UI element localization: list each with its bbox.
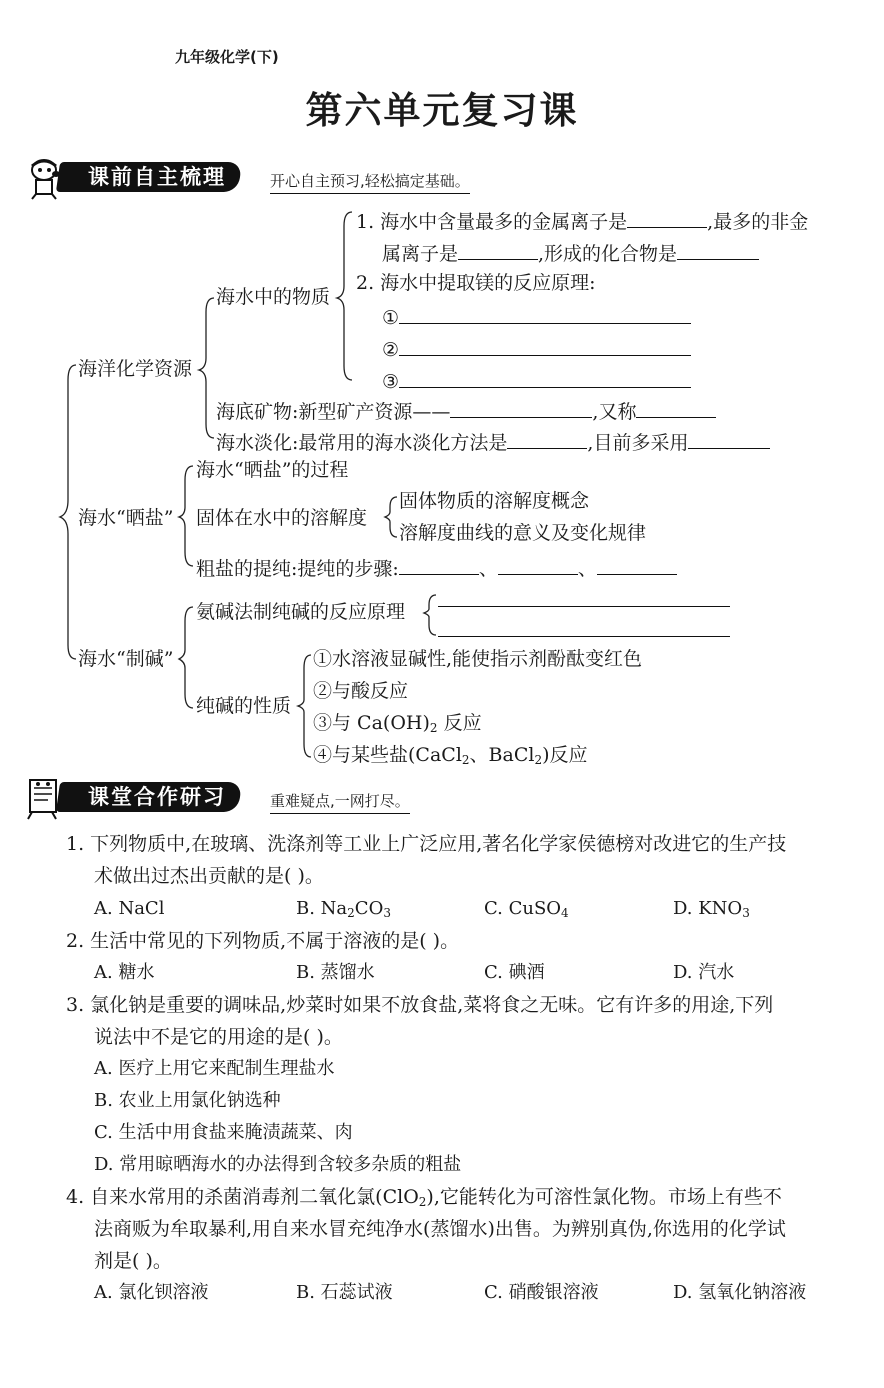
question-4-line-2: 法商贩为牟取暴利,用自来水冒充纯净水(蒸馏水)出售。为辨别真伪,你选用的化学试	[94, 1218, 786, 1240]
page-title: 第六单元复习课	[305, 89, 579, 132]
node-desalination: 海水淡化:最常用的海水淡化方法是 ,目前多采用	[216, 431, 770, 453]
question-2-option-a[interactable]: A. 糖水	[94, 962, 155, 983]
item-prop-3: ③与 $Ca(OH)_2$ 反应	[313, 712, 482, 735]
item-reaction-1: ①	[382, 306, 691, 328]
item-prop-4: ④与某些盐(CaCl$_2$、BaCl$_2$)反应	[313, 744, 588, 767]
section-label: 课堂合作研习	[56, 782, 242, 812]
question-1-option-b[interactable]: B. $Na_2CO_3$	[296, 898, 391, 920]
section-banner-classwork	[22, 776, 522, 818]
question-1-line-2: 术做出过杰出贡献的是( )。	[94, 865, 324, 887]
node-soda-making: 海水“制碱”	[78, 648, 174, 670]
question-3-option-d[interactable]: D. 常用晾晒海水的办法得到含较多杂质的粗盐	[94, 1154, 462, 1175]
blank-reaction-a	[438, 592, 730, 607]
node-seabed-minerals: 海底矿物:新型矿产资源—— ,又称	[216, 400, 716, 422]
question-1-option-a[interactable]: A. NaCl	[94, 898, 165, 919]
grade-label: 九年级化学(下)	[175, 48, 279, 66]
question-2-option-c[interactable]: C. 碘酒	[484, 962, 545, 983]
question-3-option-a[interactable]: A. 医疗上用它来配制生理盐水	[94, 1058, 335, 1079]
question-4-option-d[interactable]: D. 氢氧化钠溶液	[673, 1282, 807, 1303]
item-nonmetal-ion: 属离子是 ,形成的化合物是	[382, 242, 759, 264]
question-4-option-a[interactable]: A. 氯化钡溶液	[94, 1282, 209, 1303]
item-solubility-curve: 溶解度曲线的意义及变化规律	[399, 522, 647, 544]
item-prop-1: ①水溶液显碱性,能使指示剂酚酞变红色	[313, 648, 643, 670]
question-3-line-1: 3. 氯化钠是重要的调味品,炒菜时如果不放食盐,菜将食之无味。它有许多的用途,下列	[66, 994, 774, 1016]
node-ocean-resources: 海洋化学资源	[78, 358, 193, 380]
node-salt-process: 海水“晒盐”的过程	[196, 459, 349, 481]
node-salt-purification: 粗盐的提纯:提纯的步骤: 、 、	[196, 557, 677, 579]
question-4-option-b[interactable]: B. 石蕊试液	[296, 1282, 393, 1303]
section-note: 重难疑点,一网打尽。	[270, 790, 410, 814]
question-3-option-b[interactable]: B. 农业上用氯化钠选种	[94, 1090, 281, 1111]
item-metal-ion: 1. 海水中含量最多的金属离子是 ,最多的非金	[356, 211, 809, 234]
question-3-line-2: 说法中不是它的用途的是( )。	[94, 1026, 343, 1048]
blank-reaction-b	[438, 622, 730, 637]
item-magnesium: 2. 海水中提取镁的反应原理:	[356, 272, 596, 294]
item-reaction-2: ②	[382, 338, 691, 360]
item-reaction-3: ③	[382, 370, 691, 392]
section-note: 开心自主预习,轻松搞定基础。	[270, 170, 470, 194]
question-4-option-c[interactable]: C. 硝酸银溶液	[484, 1282, 599, 1303]
node-ammonia-soda: 氨碱法制纯碱的反应原理	[196, 601, 406, 623]
question-2-line-1: 2. 生活中常见的下列物质,不属于溶液的是( )。	[66, 930, 460, 952]
node-salt-drying: 海水“晒盐”	[78, 507, 174, 529]
question-2-option-b[interactable]: B. 蒸馏水	[296, 962, 375, 983]
question-1-option-d[interactable]: D. $KNO_3$	[673, 898, 750, 920]
question-3-option-c[interactable]: C. 生活中用食盐来腌渍蔬菜、肉	[94, 1122, 353, 1143]
item-solubility-concept: 固体物质的溶解度概念	[399, 490, 590, 512]
question-2-option-d[interactable]: D. 汽水	[673, 962, 735, 983]
question-4-line-1: 4. 自来水常用的杀菌消毒剂二氧化氯(ClO$_2$),它能转化为可溶性氯化物。市场上有些不	[66, 1186, 782, 1209]
node-solubility: 固体在水中的溶解度	[196, 507, 368, 529]
question-4-line-3: 剂是( )。	[94, 1250, 172, 1272]
question-1-option-c[interactable]: C. CuSO$_4$	[484, 898, 569, 920]
question-1-line-1: 1. 下列物质中,在玻璃、洗涤剂等工业上广泛应用,著名化学家侯德榜对改进它的生产技	[66, 833, 787, 855]
node-soda-properties: 纯碱的性质	[196, 695, 292, 717]
item-prop-2: ②与酸反应	[313, 680, 409, 702]
section-label: 课前自主梳理	[56, 162, 242, 192]
node-seawater-substances: 海水中的物质	[216, 286, 331, 308]
